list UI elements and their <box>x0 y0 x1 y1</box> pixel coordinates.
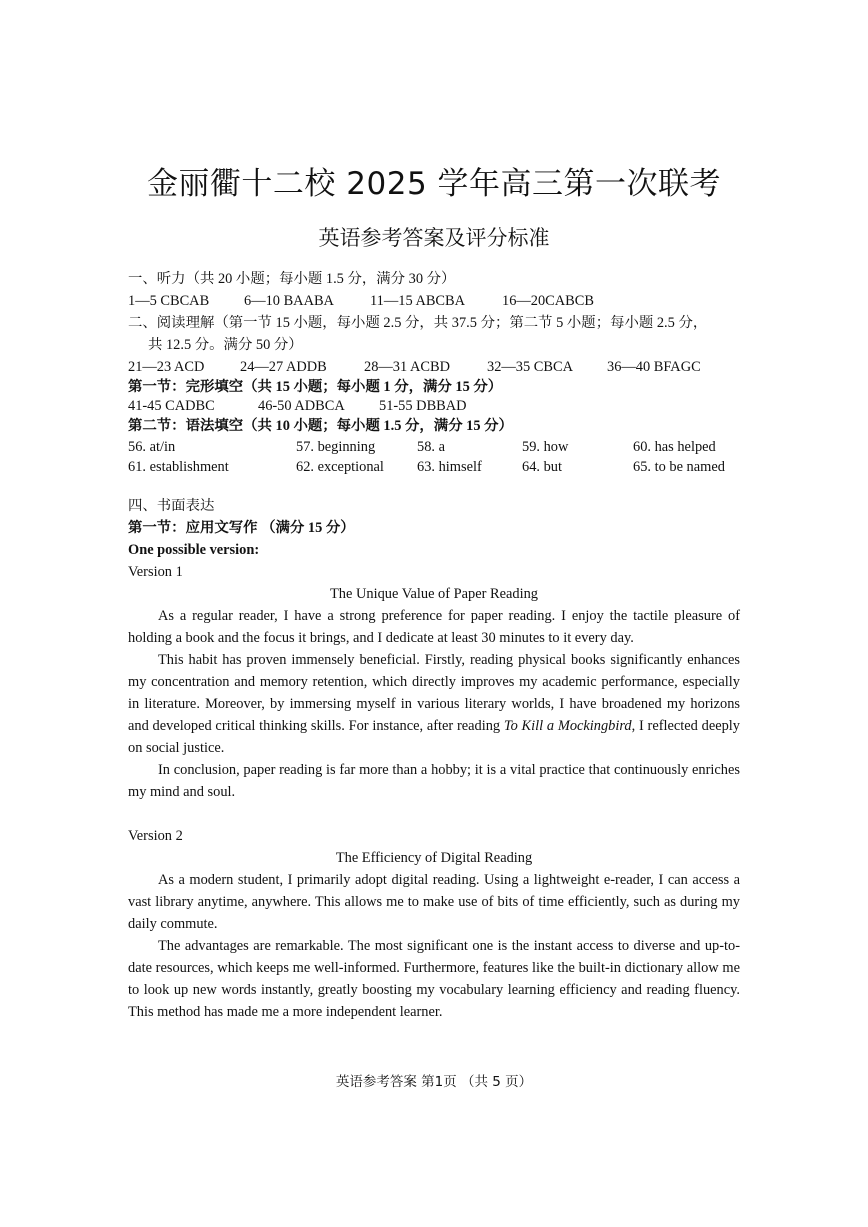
answer-group: 1—5 CBCAB <box>128 293 210 309</box>
version-1-paragraph-3: In conclusion, paper reading is far more than a hobby; it is a vital practice that continuously enriches my mind and soul. <box>128 762 740 800</box>
reading-heading-cont: 共 12.5 分。满分 50 分） <box>148 337 303 353</box>
version-1-paragraph-1: As a regular reader, I have a strong preference for paper reading. I enjoy the tactile pleasure of holding a book and the focus it brings, and I dedicate at least 30 minutes to it every day. <box>128 608 740 646</box>
answer-group: 41-45 CADBC <box>128 398 215 414</box>
grammar-answers-row-1 <box>128 437 740 457</box>
grammar-answer: 61. establishment <box>128 459 229 475</box>
version-2-label: Version 2 <box>128 828 183 844</box>
reading-heading: 二、阅读理解（第一节 15 小题，每小题 2.5 分，共 37.5 分；第二节 5 小题；每小题 2.5 分， <box>128 315 708 331</box>
grammar-answers-row-2 <box>128 457 740 477</box>
version-2-paragraph-2: The advantages are remarkable. The most significant one is the instant access to diverse and up-to-date resources, which keeps me well-informed. Furthermore, features like the built-in dictionary allow me to look up new words instantly, greatly boosting my vocabulary learning efficiency and reading fluency. This method has made me a more independent learner. <box>128 938 740 1020</box>
answer-group: 46-50 ADBCA <box>258 398 345 414</box>
version-2-title: The Efficiency of Digital Reading <box>335 850 533 866</box>
answer-group: 32—35 CBCA <box>487 359 573 375</box>
grammar-heading: 第二节：语法填空（共 10 小题；每小题 1.5 分，满分 15 分） <box>128 418 513 434</box>
version-1-label: Version 1 <box>128 564 183 580</box>
grammar-answer: 60. has helped <box>633 439 716 455</box>
cloze-heading: 第一节：完形填空（共 15 小题；每小题 1 分，满分 15 分） <box>128 379 503 395</box>
grammar-answer: 65. to be named <box>633 459 725 475</box>
writing-sub-heading: 第一节：应用文写作 （满分 15 分） <box>128 520 355 536</box>
listening-answers <box>128 290 740 312</box>
version-2-paragraph-1: As a modern student, I primarily adopt digital reading. Using a lightweight e-reader, I can access a vast library anytime, anywhere. This allows me to make use of bits of time efficiently, such as during my daily commute. <box>128 872 740 932</box>
grammar-answer: 58. a <box>417 439 445 455</box>
cloze-answers <box>128 397 740 416</box>
paragraph-text: This habit has proven immensely beneficial. Firstly, reading physical books significantly enhances my concentration and memory retention, which directly improves my academic performance, especially in literature. Moreover, by immersing myself in various literary worlds, I have broadened my horizons and developed critical thinking skills. For instance, after reading <box>128 652 740 734</box>
book-title: To Kill a Mockingbird <box>503 718 632 734</box>
page-title: 金丽衢十二校 2025 学年高三第一次联考 <box>146 166 722 202</box>
answer-group: 24—27 ADDB <box>240 359 327 375</box>
grammar-answer: 64. but <box>522 459 562 475</box>
page-footer: 英语参考答案 第1页 （共 5 页） <box>335 1074 533 1090</box>
spacer <box>128 477 740 495</box>
answer-group: 6—10 BAABA <box>244 293 334 309</box>
grammar-answer: 59. how <box>522 439 569 455</box>
spacer <box>128 803 740 825</box>
writing-heading: 四、书面表达 <box>128 498 215 514</box>
answer-content <box>128 268 740 1023</box>
answer-group: 11—15 ABCBA <box>370 293 466 309</box>
grammar-answer: 63. himself <box>417 459 482 475</box>
answer-group: 21—23 ACD <box>128 359 205 375</box>
listening-heading: 一、听力（共 20 小题；每小题 1.5 分，满分 30 分） <box>128 271 456 287</box>
grammar-answer: 57. beginning <box>296 439 376 455</box>
grammar-answer: 56. at/in <box>128 439 176 455</box>
grammar-answer: 62. exceptional <box>296 459 384 475</box>
paragraph-text: , I reflected deeply on social justice. <box>128 718 740 756</box>
answer-group: 28—31 ACBD <box>364 359 450 375</box>
answer-group: 16—20CABCB <box>502 293 594 309</box>
reading-answers <box>128 356 740 378</box>
version-1-paragraph-2 <box>128 649 740 759</box>
version-1-title: The Unique Value of Paper Reading <box>330 586 538 602</box>
answer-group: 51-55 DBBAD <box>379 398 467 414</box>
page-subtitle: 英语参考答案及评分标准 <box>318 226 550 250</box>
possible-version-label: One possible version: <box>128 542 260 558</box>
answer-group: 36—40 BFAGC <box>607 359 701 375</box>
